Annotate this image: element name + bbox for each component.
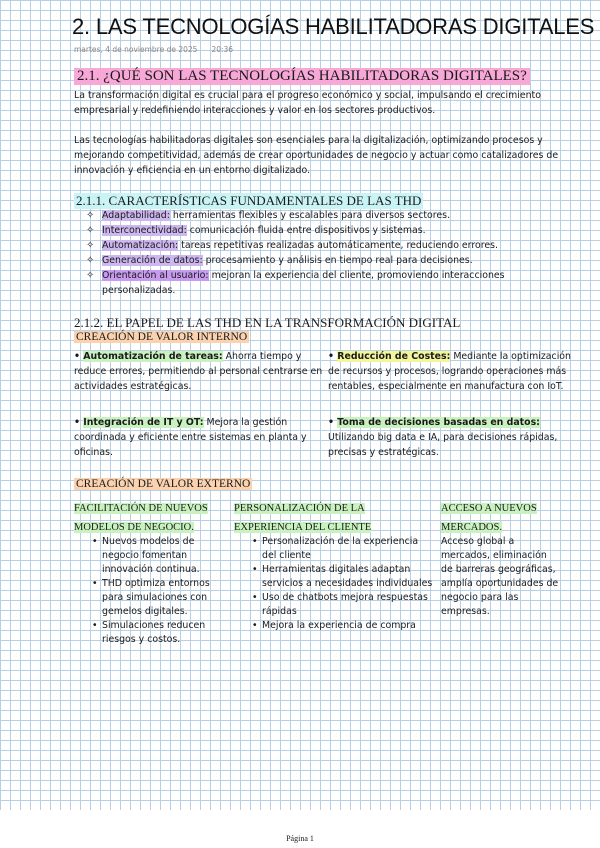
diamond-outline-icon: ✧ [86, 210, 95, 221]
external-column-heading: PERSONALIZACIÓN DE LA EXPERIENCIA DEL CLIENTE [234, 503, 372, 533]
characteristic-item [86, 253, 566, 268]
external-bullet-list [92, 535, 226, 647]
external-column-new-markets [441, 496, 561, 619]
list-item: • Uso de chatbots mejora respuestas rápidas [252, 591, 434, 619]
diamond-outline-icon: ✧ [86, 240, 95, 251]
internal-block-decisions: • Toma de decisiones basadas en datos: Utilizando big data e IA, para decisiones rápidas, precisas y estratégicas. [328, 417, 558, 458]
page-meta [74, 45, 233, 54]
list-item: • Herramientas digitales adaptan servicios a necesidades individuales [252, 563, 434, 591]
internal-text: Ahorra tiempo y reduce errores, permitiendo al personal centrarse en actividades estratégicas. [74, 351, 323, 392]
list-item: • Mejora la experiencia de compra [252, 619, 434, 633]
characteristic-item [86, 238, 566, 253]
list-item: • Nuevos modelos de negocio fomentan innovación continua. [92, 535, 226, 577]
internal-text: Utilizando big data e IA, para decisiones rápidas, precisas y estratégicas. [328, 432, 558, 458]
internal-key: Integración de IT y OT: [83, 417, 204, 428]
internal-key: Automatización de tareas: [83, 351, 223, 362]
characteristic-item [86, 268, 566, 298]
diamond-outline-icon: ✧ [86, 225, 95, 236]
internal-value-heading: CREACIÓN DE VALOR INTERNO [76, 331, 248, 343]
external-column-heading: ACCESO A NUEVOS MERCADOS. [441, 503, 537, 533]
diamond-outline-icon: ✧ [86, 255, 95, 266]
list-item: • Simulaciones reducen riesgos y costos. [92, 619, 226, 647]
external-column-business-models [74, 496, 226, 647]
internal-key: Toma de decisiones basadas en datos: [337, 417, 540, 428]
characteristic-text: mejoran la experiencia del cliente, promoviendo interacciones personalizadas. [102, 270, 505, 296]
external-column-customer-experience [234, 496, 434, 633]
section-2-1-paragraph-1: La transformación digital es crucial para el progreso económico y social, impulsando el crecimiento empresarial y redefiniendo interacciones y valor en los sectores productivos. [74, 90, 541, 116]
page-title: 2. LAS TECNOLOGÍAS HABILITADORAS DIGITALES [72, 14, 595, 39]
characteristic-item [86, 223, 566, 238]
characteristic-key: Generación de datos: [102, 255, 203, 266]
section-2-1-heading: 2.1. ¿QUÉ SON LAS TECNOLOGÍAS HABILITADORAS DIGITALES? [74, 68, 530, 85]
characteristic-text: comunicación fluida entre dispositivos y sistemas. [186, 225, 426, 236]
list-item: • Personalización de la experiencia del cliente [252, 535, 434, 563]
characteristics-list [86, 208, 566, 298]
section-2-1-2-heading: 2.1.2. EL PAPEL DE LAS THD EN LA TRANSFORMACIÓN DIGITAL [74, 315, 461, 330]
characteristic-key: Interconectividad: [102, 225, 187, 236]
internal-text: Mejora la gestión coordinada y eficiente entre sistemas en planta y oficinas. [74, 417, 307, 458]
characteristic-key: Adaptabilidad: [102, 210, 170, 221]
internal-block-automation: • Automatización de tareas: Ahorra tiempo y reduce errores, permitiendo al personal centrarse en actividades estratégicas. [74, 351, 323, 392]
internal-block-it-ot: • Integración de IT y OT: Mejora la gestión coordinada y eficiente entre sistemas en planta y oficinas. [74, 417, 307, 458]
internal-block-costs: • Reducción de Costes: Mediante la optimización de recursos y procesos, logrando operaciones más rentables, especialmente en manufactura con IoT. [328, 351, 571, 392]
internal-text: Mediante la optimización de recursos y procesos, logrando operaciones más rentables, especialmente en manufactura con IoT. [328, 351, 571, 392]
external-column-heading: FACILITACIÓN DE NUEVOS MODELOS DE NEGOCIO. [74, 503, 208, 533]
characteristic-key: Automatización: [102, 240, 179, 251]
section-2-1-1-heading: 2.1.1. CARACTERÍSTICAS FUNDAMENTALES DE LAS THD [76, 193, 422, 208]
list-item: • THD optimiza entornos para simulaciones con gemelos digitales. [92, 577, 226, 619]
characteristic-item [86, 208, 566, 223]
characteristic-key: Orientación al usuario: [102, 270, 209, 281]
external-bullet-list [252, 535, 434, 633]
external-value-heading: CREACIÓN DE VALOR EXTERNO [76, 478, 251, 490]
characteristic-text: tareas repetitivas realizadas automáticamente, reduciendo errores. [178, 240, 499, 251]
diamond-outline-icon: ✧ [86, 270, 95, 281]
section-2-1-paragraph-2: Las tecnologías habilitadoras digitales son esenciales para la digitalización, optimizando procesos y mejorando competitividad, además de crear oportunidades de negocio y actuar como catalizadores de innovación y eficiencia en un entorno digitalizado. [74, 135, 559, 176]
external-column-text: Acceso global a mercados, eliminación de barreras geográficas, amplía oportunidades de negocio para las empresas. [441, 536, 559, 617]
characteristic-text: procesamiento y análisis en tiempo real para decisiones. [202, 255, 473, 266]
characteristic-text: herramientas flexibles y escalables para diversos sectores. [169, 210, 451, 221]
internal-key: Reducción de Costes: [337, 351, 451, 362]
page-time: 20:36 [211, 45, 234, 54]
page-number: Página 1 [286, 834, 314, 843]
page-date: martes, 4 de noviembre de 2025 [74, 45, 198, 54]
